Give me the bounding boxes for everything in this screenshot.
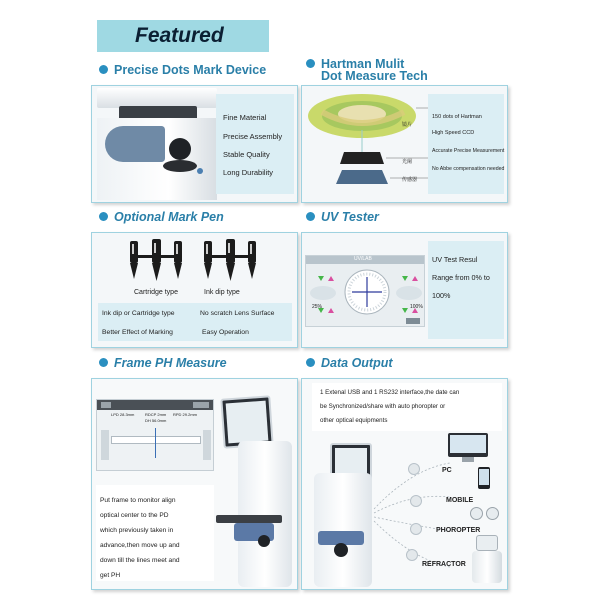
phoropter-icon xyxy=(470,503,500,523)
link-icon-pc xyxy=(408,463,420,475)
uv-screen-button xyxy=(406,318,420,324)
diagram-label-lens: 镜片 xyxy=(402,122,413,128)
bullet-dot-icon xyxy=(306,59,315,68)
ph-label-rdcp: RDCP 2mm xyxy=(145,412,167,417)
ph-screen xyxy=(96,399,214,471)
uv-line-1: UV Test Resul xyxy=(432,255,478,264)
device-label-pc: PC xyxy=(442,467,452,474)
heading-frameph-text: Frame PH Measure xyxy=(114,356,227,370)
precise-item-1: Fine Material xyxy=(223,113,267,122)
device-label-phoropter: PHOROPTER xyxy=(436,527,481,534)
heading-precise-text: Precise Dots Mark Device xyxy=(114,63,267,77)
dataoutput-desc-2: be Synchronized/share with auto phoropter or xyxy=(320,403,446,410)
hartman-item-1: 150 dots of Hartman xyxy=(432,114,482,120)
precise-item-2: Precise Assembly xyxy=(223,132,283,141)
uv-right-value: 100% xyxy=(410,304,423,310)
heading-hartman-line1: Hartman Mulit xyxy=(321,57,405,71)
refractor-icon xyxy=(470,535,504,585)
diagram-label-stop: 光阑 xyxy=(402,159,413,165)
link-icon-refractor xyxy=(406,549,418,561)
lensmeter-device xyxy=(216,397,296,587)
heading-hartman-line2: Dot Measure Tech xyxy=(321,69,428,83)
uv-left-value: 25% xyxy=(312,304,323,310)
diagram-label-sensor: 传感器 xyxy=(402,177,418,183)
panel-dataoutput xyxy=(301,378,508,590)
bullet-dot-icon xyxy=(99,358,108,367)
dataoutput-desc-1: 1 Extenal USB and 1 RS232 interface,the date can xyxy=(320,389,460,396)
heading-frameph xyxy=(99,356,227,370)
dataoutput-desc-3: other optical equipments xyxy=(320,417,388,424)
frameph-desc-2: optical center to the PD xyxy=(100,512,169,519)
panel-precise xyxy=(91,85,298,203)
heading-dataoutput xyxy=(306,356,393,370)
frameph-desc-1: Put frame to monitor align xyxy=(100,497,176,504)
pen-type-cartridge: Cartridge type xyxy=(134,289,178,296)
frameph-desc-6: get PH xyxy=(100,572,121,579)
frameph-desc-3: which previously taken in xyxy=(100,527,174,534)
markpen-feature-4: Easy Operation xyxy=(202,329,249,336)
heading-dataoutput-text: Data Output xyxy=(321,356,393,370)
hartman-item-2: High Speed CCD xyxy=(432,130,475,136)
link-icon-mobile xyxy=(410,495,422,507)
ph-label-dh: DH 56.0mm xyxy=(145,418,167,423)
device-label-refractor: REFRACTOR xyxy=(422,561,466,568)
mark-device-illustration xyxy=(97,88,217,200)
uv-line-2: Range from 0% to xyxy=(432,273,490,282)
heading-markpen-text: Optional Mark Pen xyxy=(114,210,224,224)
output-lensmeter-device xyxy=(310,443,380,587)
heading-markpen xyxy=(99,210,224,224)
ph-label-rpd: RPD 29.2mm xyxy=(173,412,198,417)
featured-banner xyxy=(97,20,269,52)
device-label-mobile: MOBILE xyxy=(446,497,474,504)
heading-precise xyxy=(99,63,266,77)
uv-arrows-icon xyxy=(314,270,424,318)
frameph-desc-4: advance,then move up and xyxy=(100,542,180,549)
ph-label-lpd: LPD 28.3mm xyxy=(111,412,135,417)
precise-item-4: Long Durability xyxy=(223,168,274,177)
bullet-dot-icon xyxy=(99,65,108,74)
mark-pens-illustration xyxy=(122,237,272,287)
pen-type-inkdip: Ink dip type xyxy=(204,289,240,296)
link-icon-phoropter xyxy=(410,523,422,535)
heading-hartman xyxy=(306,58,428,82)
panel-markpen xyxy=(91,232,298,348)
heading-uv-text: UV Tester xyxy=(321,210,379,224)
banner-title: Featured xyxy=(135,24,224,47)
hartman-text-box xyxy=(428,94,504,194)
hartman-item-4: No Abbe compensation needed xyxy=(432,166,505,172)
uv-line-3: 100% xyxy=(432,291,451,300)
frameph-desc-5: down till the lines meet and xyxy=(100,557,180,564)
markpen-feature-2: No scratch Lens Surface xyxy=(200,310,275,317)
uv-screen xyxy=(305,255,425,327)
bullet-dot-icon xyxy=(306,358,315,367)
hartman-item-3: Accurate Precise Measurement xyxy=(432,148,505,154)
precise-text-box xyxy=(216,94,294,194)
heading-uv xyxy=(306,210,379,224)
hartman-diagram xyxy=(304,90,428,200)
panel-hartman xyxy=(301,85,508,203)
pc-icon xyxy=(448,433,488,463)
markpen-feature-3: Better Effect of Marking xyxy=(102,329,173,336)
precise-item-3: Stable Quality xyxy=(223,150,270,159)
markpen-feature-1: Ink dip or Cartridge type xyxy=(102,310,175,317)
bullet-dot-icon xyxy=(99,212,108,221)
panel-frameph xyxy=(91,378,298,590)
panel-uv xyxy=(301,232,508,348)
bullet-dot-icon xyxy=(306,212,315,221)
uv-screen-title: UV/LAB xyxy=(354,256,372,262)
mobile-icon xyxy=(478,467,490,489)
